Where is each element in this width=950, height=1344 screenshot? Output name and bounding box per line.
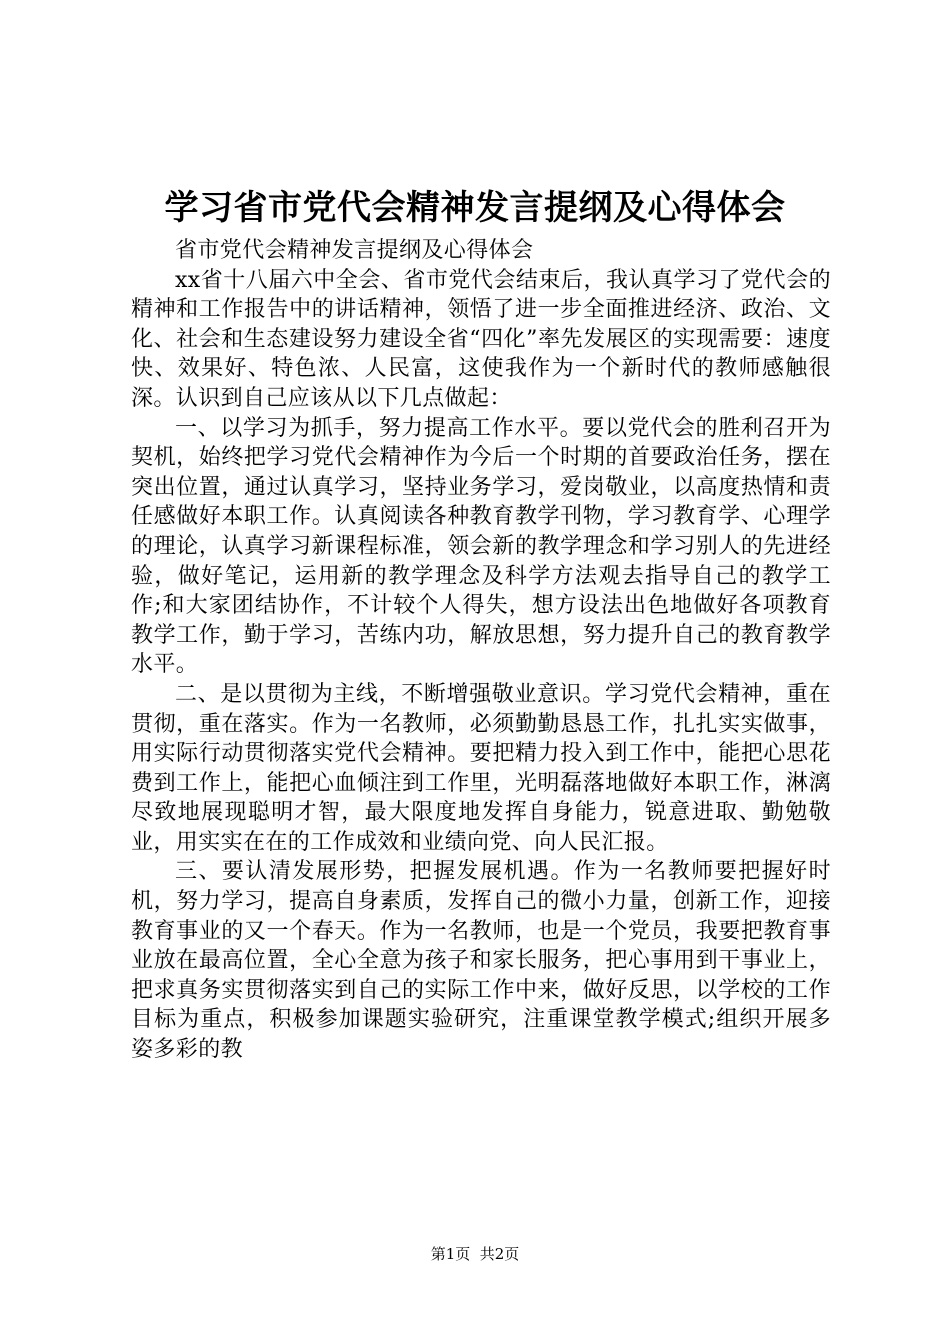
subtitle-paragraph: 省市党代会精神发言提纲及心得体会 bbox=[175, 238, 534, 263]
section-one-paragraph: 一、以学习为抓手，努力提高工作水平。要以党代会的胜利召开为契机，始终把学习党代会精神作为今后一个时期的首要政治任务，摆在突出位置，通过认真学习，坚持业务学习，爱岗敬业，以高度热情和责任感做好本职工作。认真阅读各种教育教学刊物，学习教育学、心理学的理论，认真学习新课程标准，领会新的教学理念和学习别人的先进经验，做好笔记，运用新的教学理念及科学方法观去指导自己的教学工作;和大家团结协作，不计较个人得失，想方设法出色地做好各项教育教学工作，勤于学习，苦练内功，解放思想，努力提升自己的教育教学水平。 bbox=[131, 415, 831, 678]
section-three-paragraph: 三、要认清发展形势，把握发展机遇。作为一名教师要把握好时机，努力学习，提高自身素质，发挥自己的微小力量，创新工作，迎接教育事业的又一个春天。作为一名教师，也是一个党员，我要把教育事业放在最高位置，全心全意为孩子和家长服务，把心事用到干事业上，把求真务实贯彻落实到自己的实际工作中来，做好反思，以学校的工作目标为重点，积极参加课题实验研究，注重课堂教学模式;组织开展多姿多彩的教 bbox=[131, 859, 831, 1063]
document-body bbox=[131, 236, 831, 1065]
section-two-paragraph: 二、是以贯彻为主线，不断增强敬业意识。学习党代会精神，重在贯彻，重在落实。作为一名教师，必须勤勤恳恳工作，扎扎实实做事，用实际行动贯彻落实党代会精神。要把精力投入到工作中，能把心思花费到工作上，能把心血倾注到工作里，光明磊落地做好本职工作，淋漓尽致地展现聪明才智，最大限度地发挥自身能力，锐意进取、勤勉敬业，用实实在在的工作成效和业绩向党、向人民汇报。 bbox=[131, 681, 831, 855]
page-footer bbox=[0, 1243, 950, 1265]
document-title: 学习省市党代会精神发言提纲及心得体会 bbox=[164, 188, 786, 228]
intro-paragraph: xx省十八届六中全会、省市党代会结束后，我认真学习了党代会的精神和工作报告中的讲话精神，领悟了进一步全面推进经济、政治、文化、社会和生态建设努力建设全省“四化”率先发展区的实现需要：速度快、效果好、特色浓、人民富，这使我作为一个新时代的教师感触很深。认识到自己应该从以下几点做起： bbox=[131, 267, 831, 411]
page-number-label: 第1页 共2页 bbox=[430, 1245, 520, 1263]
